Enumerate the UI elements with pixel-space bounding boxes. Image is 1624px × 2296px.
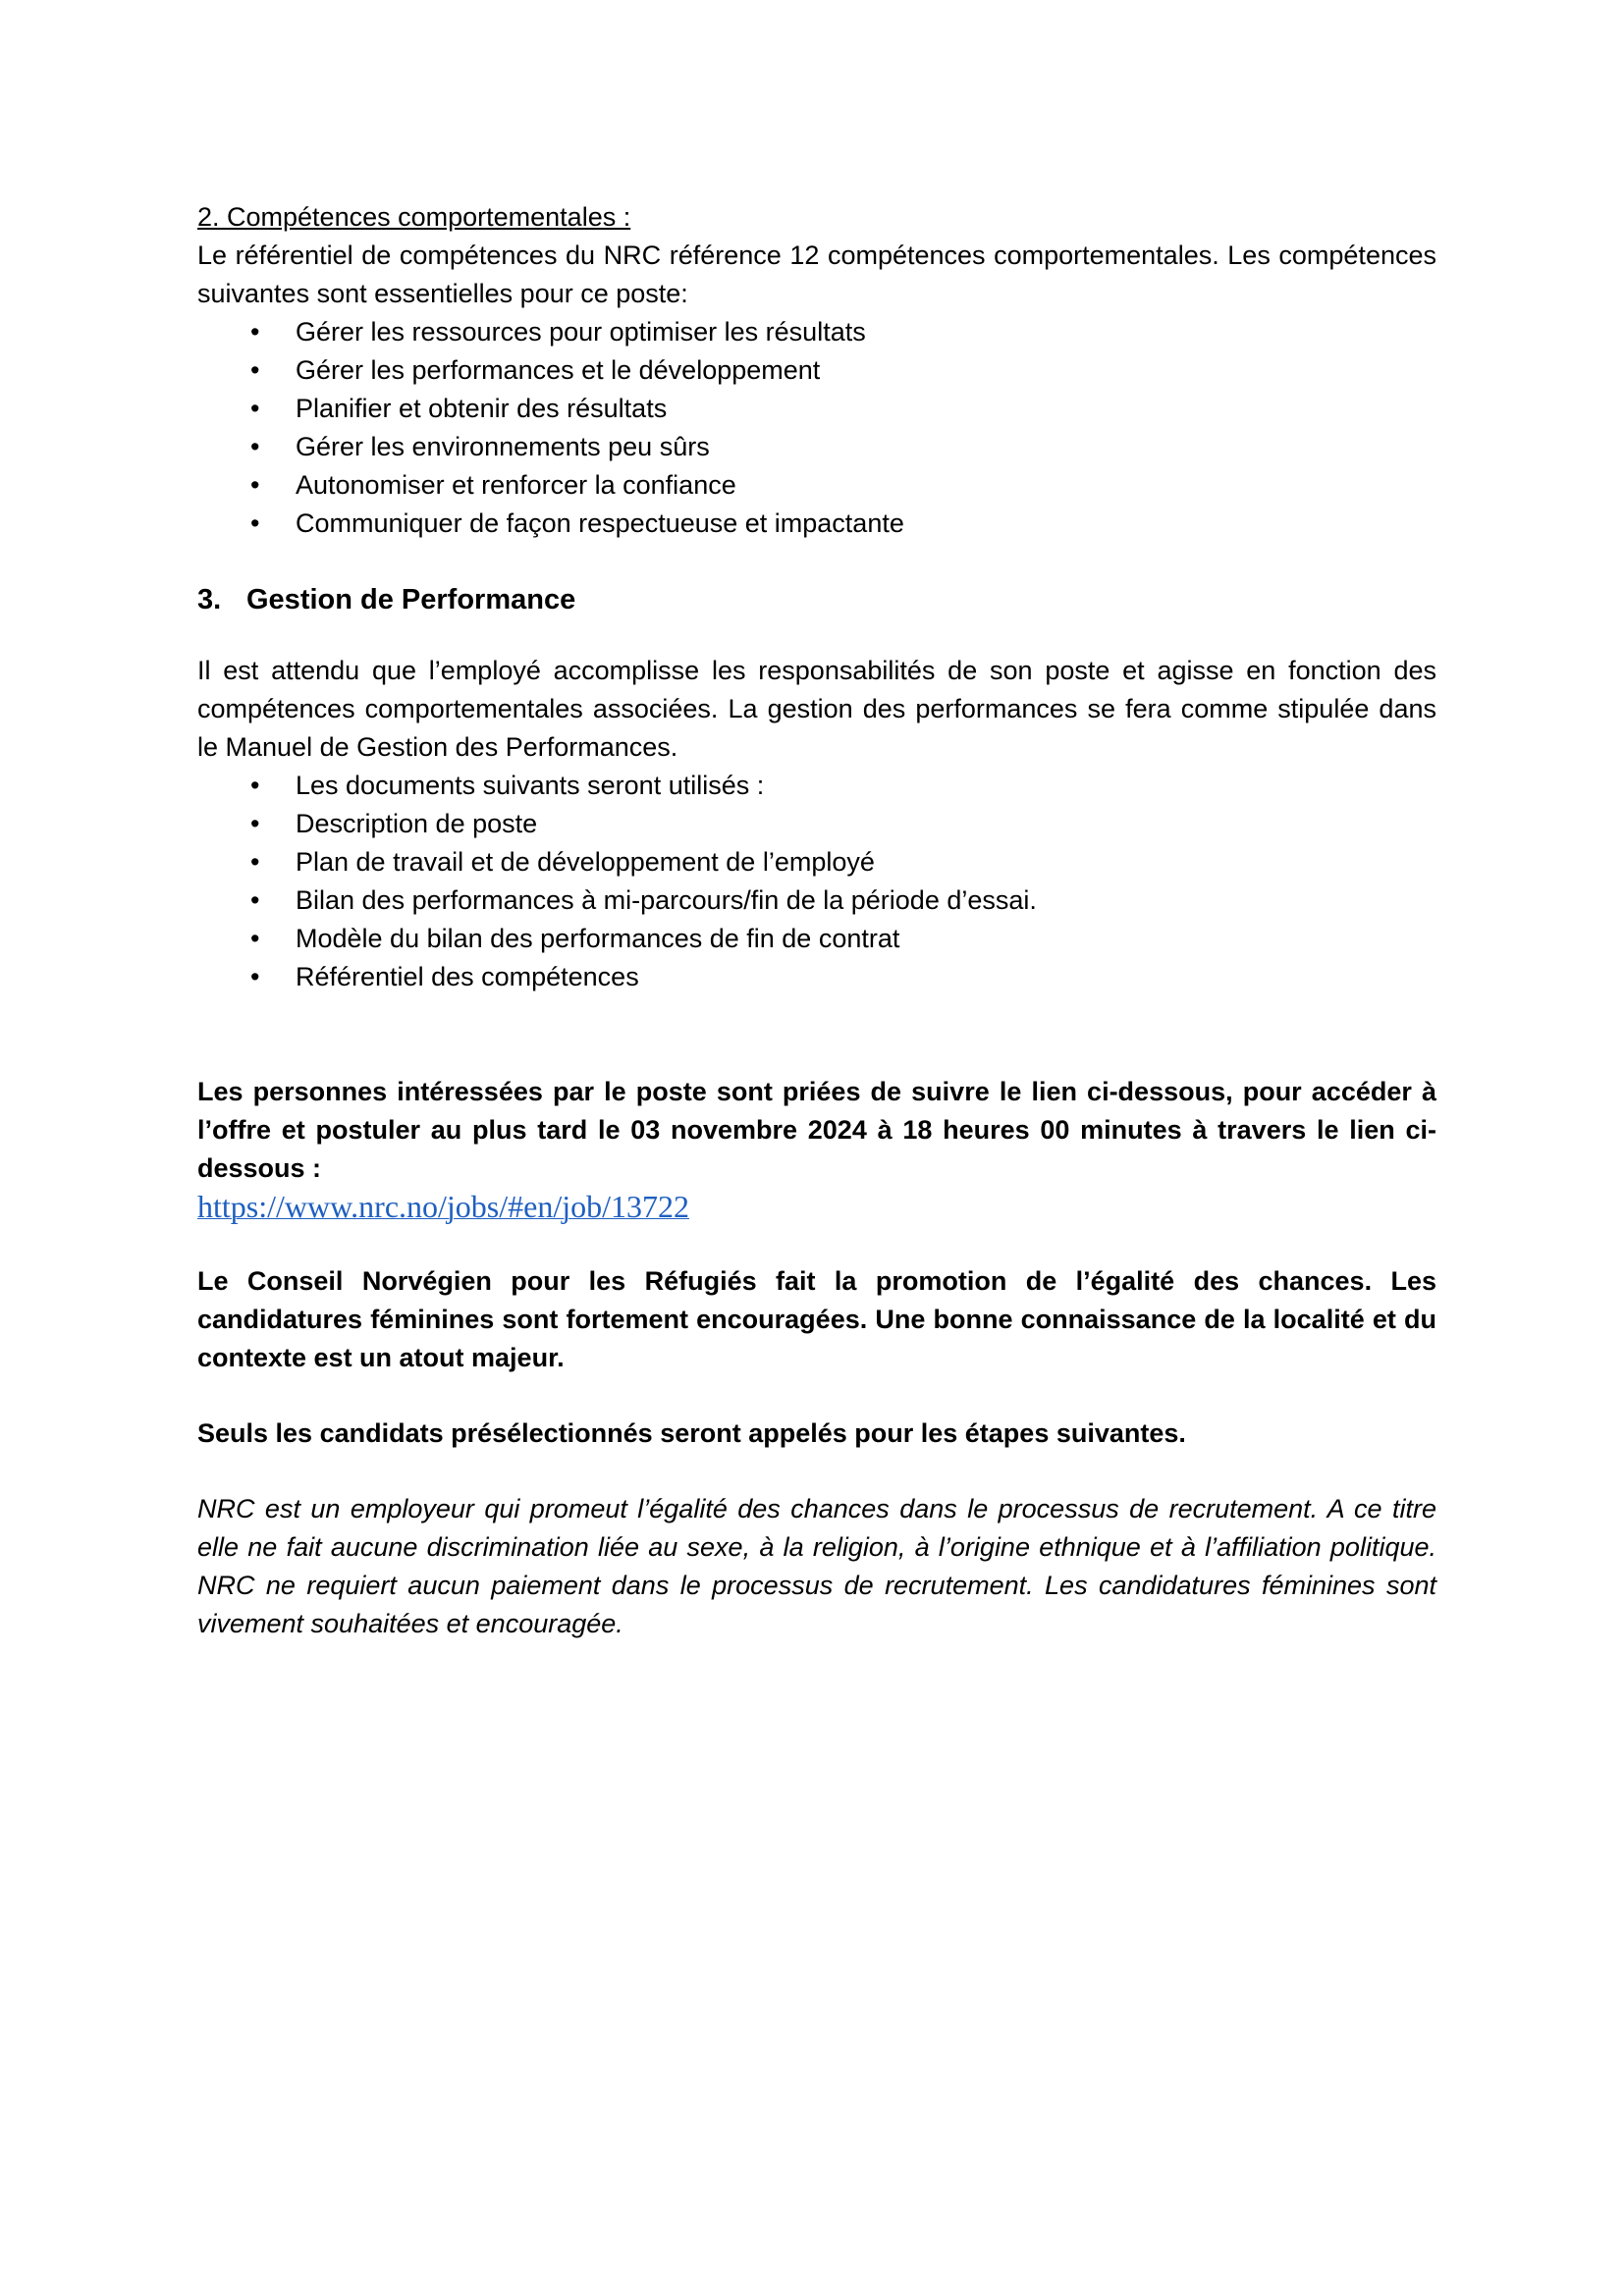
document-page — [197, 198, 1436, 1643]
bullet-icon: • — [250, 432, 260, 461]
section-3-title: Gestion de Performance — [246, 584, 576, 615]
list-item-text: Modèle du bilan des performances de fin de contrat — [296, 924, 900, 953]
list-item — [197, 351, 1436, 390]
bullet-icon: • — [250, 317, 260, 347]
list-item — [197, 466, 1436, 505]
list-item-text: Planifier et obtenir des résultats — [296, 394, 668, 423]
list-item-text: Gérer les ressources pour optimiser les résultats — [296, 317, 866, 347]
bullet-icon: • — [250, 771, 260, 800]
list-item — [197, 390, 1436, 428]
equality-statement: Le Conseil Norvégien pour les Réfugiés fait la promotion de l’égalité des chances. Les candidatures féminines sont fortement encouragées. Une bonne connaissance de la localité et du contexte est un atout majeur. — [197, 1266, 1436, 1372]
bullet-icon: • — [250, 809, 260, 838]
shortlist-notice: Seuls les candidats présélectionnés seront appelés pour les étapes suivantes. — [197, 1418, 1186, 1448]
list-item-text: Communiquer de façon respectueuse et impactante — [296, 508, 904, 538]
list-item-text: Bilan des performances à mi-parcours/fin de la période d’essai. — [296, 885, 1037, 915]
bullet-icon: • — [250, 847, 260, 877]
bullet-icon: • — [250, 962, 260, 991]
bullet-icon: • — [250, 924, 260, 953]
section-3-heading — [197, 580, 1436, 620]
list-item — [197, 313, 1436, 351]
bullet-icon: • — [250, 470, 260, 500]
list-item — [197, 428, 1436, 466]
bullet-icon: • — [250, 394, 260, 423]
list-item — [197, 920, 1436, 958]
list-item-text: Autonomiser et renforcer la confiance — [296, 470, 736, 500]
bullet-icon: • — [250, 508, 260, 538]
section-3-number: 3. — [197, 584, 222, 615]
section-2-heading: 2. Compétences comportementales : — [197, 202, 631, 232]
list-item — [197, 505, 1436, 543]
application-text: Les personnes intéressées par le poste sont priées de suivre le lien ci-dessous, pour accéder à l’offre et postuler au plus tard le 03 novembre 2024 à 18 heures 00 minutes à travers le lien ci-dessous : — [197, 1077, 1436, 1183]
list-item — [197, 843, 1436, 881]
section-3-bullet-list — [197, 767, 1436, 996]
job-link[interactable]: https://www.nrc.no/jobs/#en/job/13722 — [197, 1189, 690, 1224]
list-item-text: Référentiel des compétences — [296, 962, 639, 991]
section-3-intro: Il est attendu que l’employé accomplisse les responsabilités de son poste et agisse en fonction des compétences comportementales associées. La gestion des performances se fera comme stipulée dans le Manuel de Gestion des Performances. — [197, 656, 1436, 762]
disclaimer-text: NRC est un employeur qui promeut l’égalité des chances dans le processus de recrutement. A ce titre elle ne fait aucune discrimination liée au sexe, à la religion, à l’origine ethnique et à l’affiliation politique. NRC ne requiert aucun paiement dans le processus de recrutement. Les candidatures féminines sont vivement souhaitées et encouragée. — [197, 1494, 1436, 1638]
list-item — [197, 805, 1436, 843]
list-item-text: Plan de travail et de développement de l’employé — [296, 847, 875, 877]
list-item-text: Les documents suivants seront utilisés : — [296, 771, 765, 800]
list-item — [197, 767, 1436, 805]
list-item-text: Gérer les performances et le développement — [296, 355, 821, 385]
bullet-icon: • — [250, 885, 260, 915]
bullet-icon: • — [250, 355, 260, 385]
list-item — [197, 958, 1436, 996]
section-2-intro: Le référentiel de compétences du NRC référence 12 compétences comportementales. Les compétences suivantes sont essentielles pour ce poste: — [197, 240, 1436, 308]
list-item-text: Description de poste — [296, 809, 538, 838]
list-item — [197, 881, 1436, 920]
application-block — [197, 1073, 1436, 1225]
list-item-text: Gérer les environnements peu sûrs — [296, 432, 710, 461]
section-2-bullet-list — [197, 313, 1436, 543]
